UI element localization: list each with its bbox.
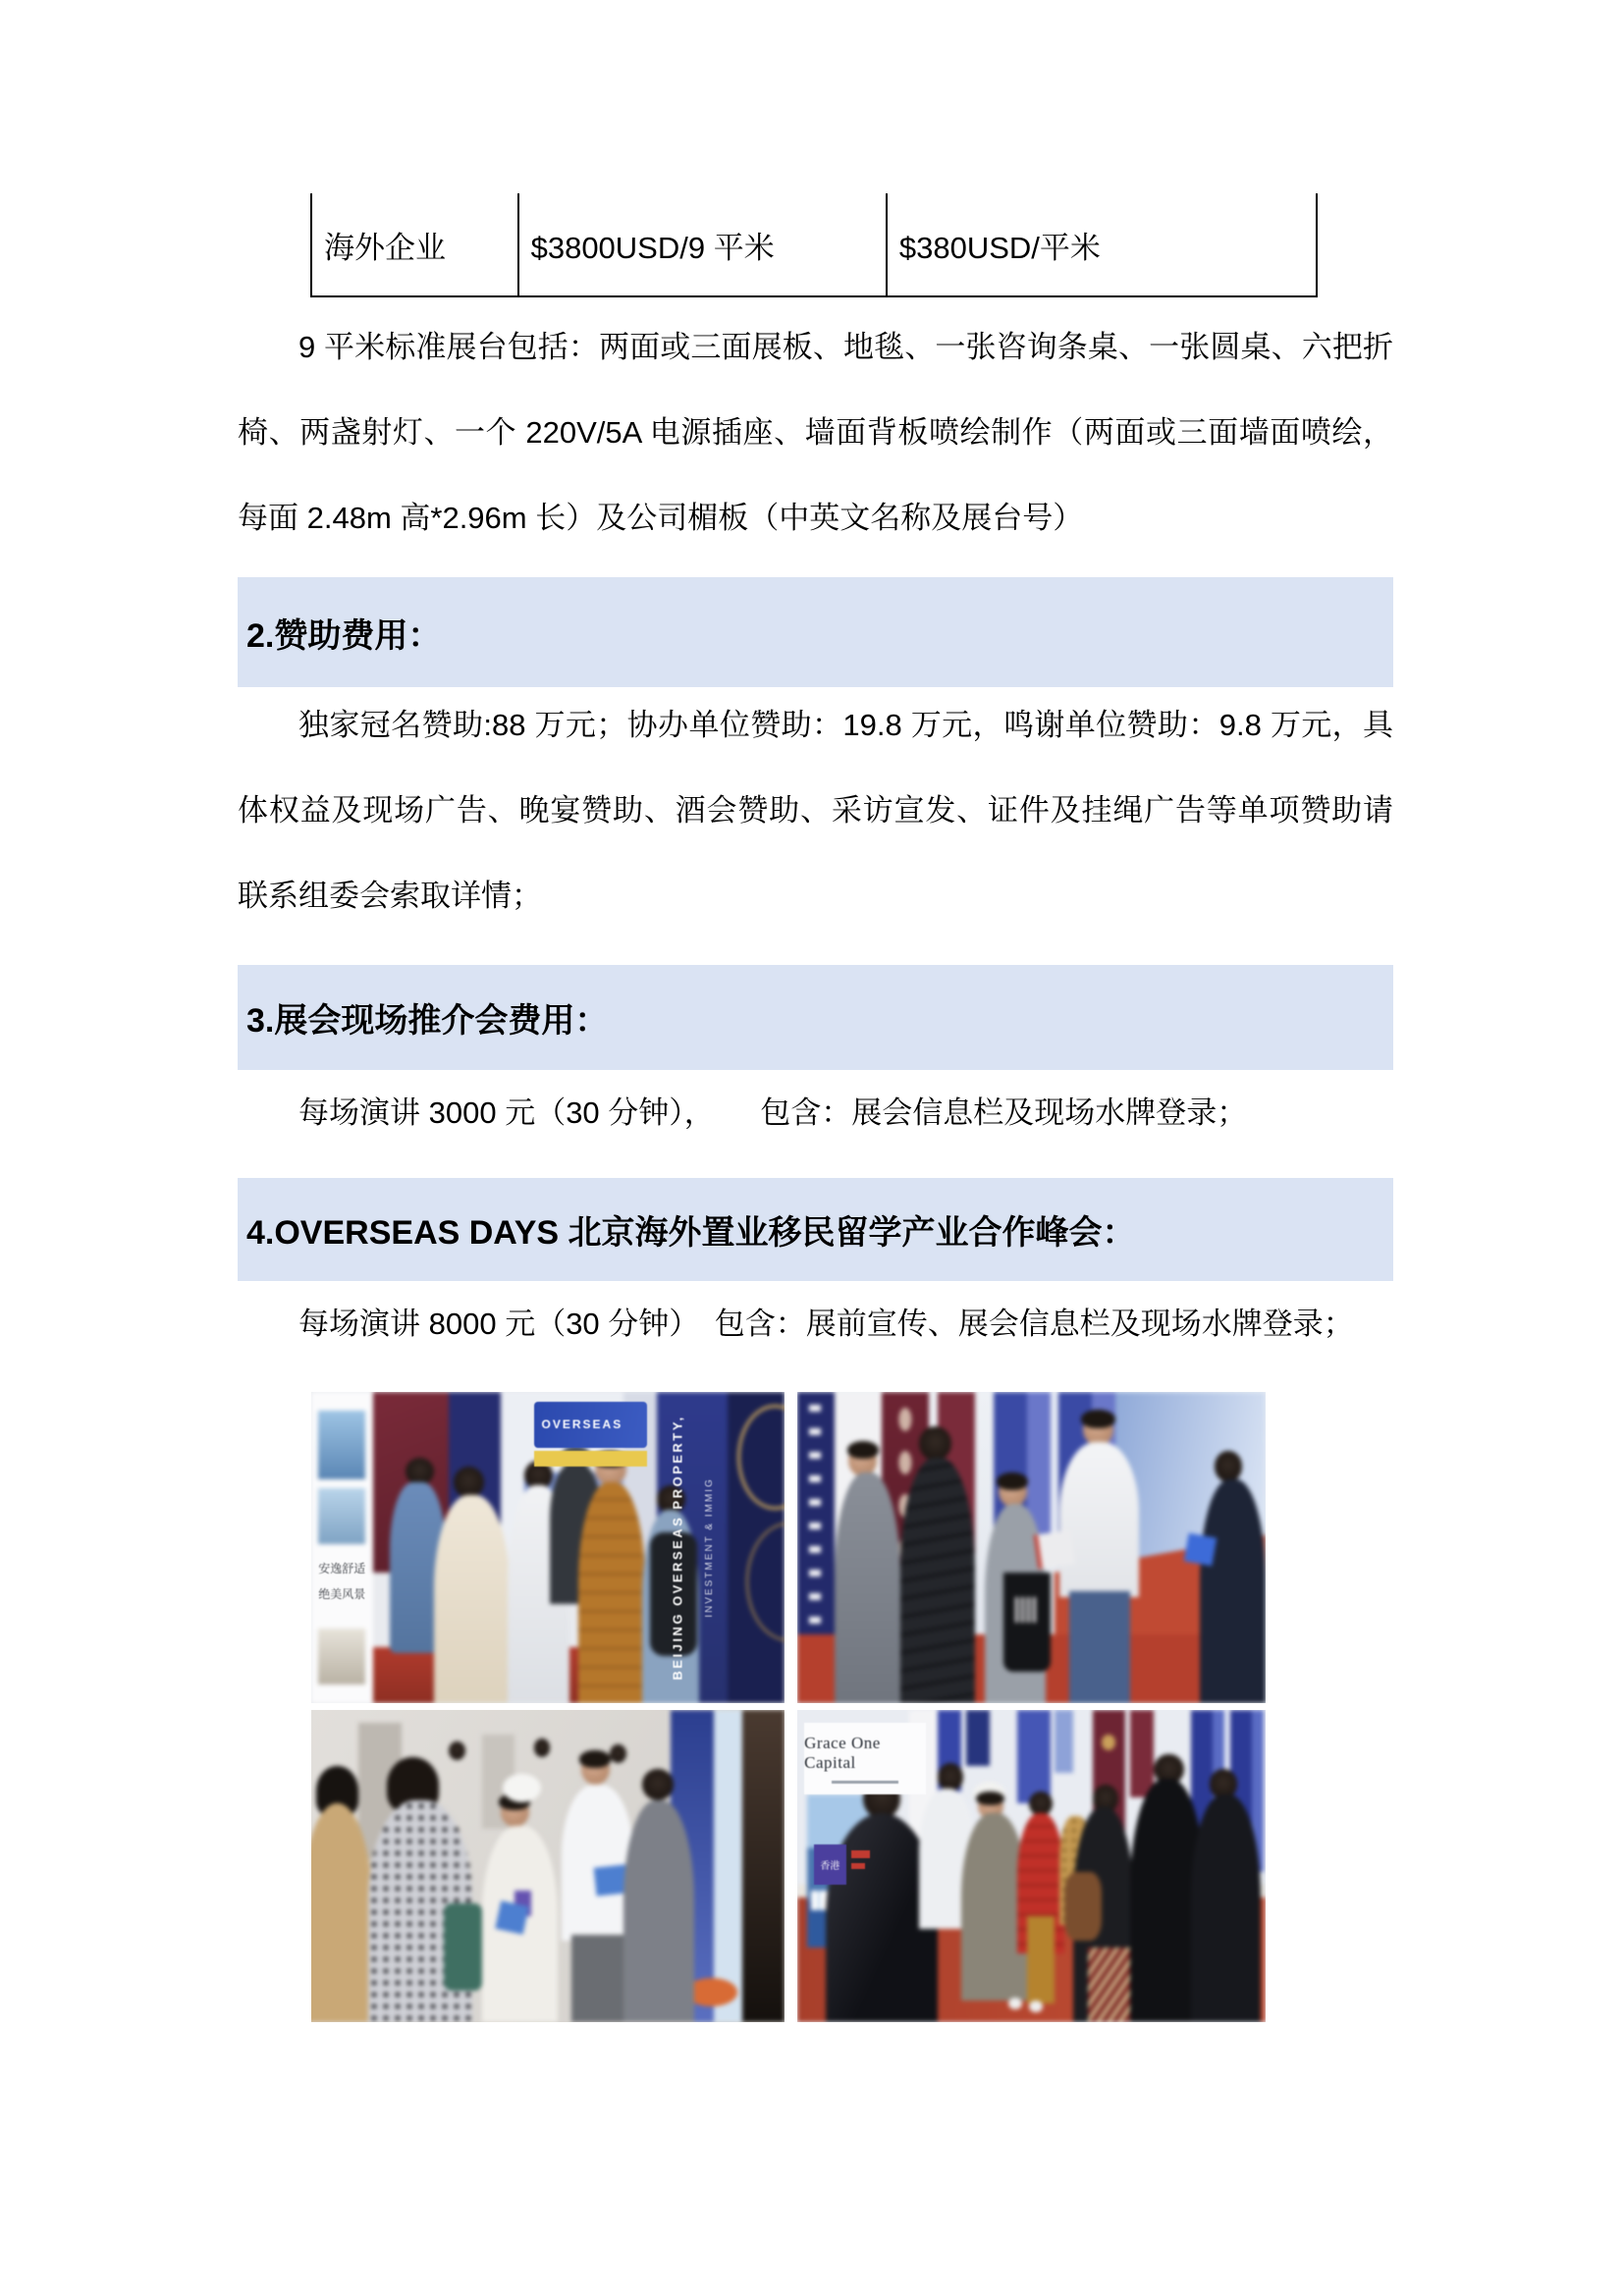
tote-bag-graphic xyxy=(1015,1597,1039,1622)
person-head xyxy=(1215,1451,1243,1482)
black-tote-bag xyxy=(1003,1573,1051,1672)
vertical-banner-subtext-wrapper xyxy=(694,1392,723,1703)
yellow-strip xyxy=(534,1451,648,1467)
section-heading-promo-fee-text: 3.展会现场推介会费用： xyxy=(246,1002,609,1040)
overseas-sign-text: OVERSEAS xyxy=(541,1417,623,1432)
photo-brochure-exchange xyxy=(797,1392,1266,1703)
photo-background-art xyxy=(311,1710,785,2022)
section-heading-summit-text: 4.OVERSEAS DAYS 北京海外置业移民留学产业合作峰会： xyxy=(246,1214,1136,1252)
sponsorship-detail-paragraph: 独家冠名赞助:88 万元；协办单位赞助：19.8 万元，鸣谢单位赞助：9.8 万元，具体权益及现场广告、晚宴赞助、酒会赞助、采访宣发、证件及挂绳广告等单项赞助请联系组委会索取详情； xyxy=(238,708,1393,913)
person-figure-white-shirt xyxy=(1059,1442,1139,1598)
sign-subtitle-bar xyxy=(832,1781,898,1784)
vertical-banner-subtext: INVESTMENT & IMMIG xyxy=(703,1477,715,1618)
person-head xyxy=(610,1744,626,1763)
person-head xyxy=(848,1445,877,1476)
person-figure-gray-suit xyxy=(623,1800,694,2022)
photo-foreground-art xyxy=(797,1710,1266,2022)
overseas-sign xyxy=(534,1402,648,1449)
banner-caption: 绝美风景 xyxy=(318,1586,366,1601)
person-head xyxy=(642,1769,673,1800)
table-cell-exhibitor-type: 海外企业 xyxy=(312,193,519,295)
person-figure-gray-blazer xyxy=(835,1472,900,1703)
person-figure-white-shirt xyxy=(562,1785,632,1941)
person-head xyxy=(449,1741,465,1760)
teal-bag xyxy=(444,1903,482,1991)
promo-fee-paragraph: 每场演讲 3000 元（30 分钟）， 包含：展会信息栏及现场水牌登录； xyxy=(298,1095,1248,1130)
banner-caption: 安逸舒适 xyxy=(318,1562,366,1576)
hongkong-tag-text: 香港 xyxy=(820,1860,840,1872)
section-heading-sponsorship-text: 2.赞助费用： xyxy=(246,616,442,655)
grace-one-capital-sign-text: Grace One Capital xyxy=(804,1733,881,1772)
white-bucket-hat xyxy=(503,1774,541,1802)
expo-photo-grid xyxy=(311,1392,1266,2022)
booth-price-table xyxy=(310,193,1318,297)
photo-aisle-crowd xyxy=(797,1710,1266,2022)
photo-hallway-visitors xyxy=(311,1710,785,2022)
person-head xyxy=(919,1426,951,1461)
dark-blurred-object xyxy=(742,1710,785,2022)
person-trousers xyxy=(571,1935,623,2022)
brochure-blue xyxy=(1184,1533,1217,1566)
person-figure-navy-suit xyxy=(1200,1479,1266,1703)
section-heading-promo-fee xyxy=(238,965,1393,1070)
section-heading-sponsorship xyxy=(238,577,1393,687)
person-head xyxy=(999,1476,1027,1508)
vertical-banner-text: BEIJING OVERSEAS PROPERTY, xyxy=(671,1415,686,1681)
summit-fee-paragraph: 每场演讲 8000 元（30 分钟） 包含：展前宣传、展会信息栏及现场水牌登录； xyxy=(298,1307,1354,1341)
red-text-bar xyxy=(851,1863,865,1869)
person-figure-black-puffer xyxy=(900,1458,975,1703)
brochure-white-red xyxy=(1034,1529,1076,1569)
hongkong-tag xyxy=(814,1844,846,1885)
grace-one-capital-sign xyxy=(804,1723,926,1794)
booth-includes-paragraph: 9 平米标准展台包括：两面或三面展板、地毯、一张咨询条桌、一张圆桌、六把折椅、两盏射灯、一个 220V/5A 电源插座、墙面背板喷绘制作（两面或三面墙面喷绘，每面 2.48m 高*2.96m 长）及公司楣板（中英文名称及展台号） xyxy=(238,330,1393,535)
table-cell-raw-space-price: $380USD/平米 xyxy=(888,193,1318,295)
light-blue-pillar xyxy=(714,1710,742,2022)
table-cell-standard-booth-price: $3800USD/9 平米 xyxy=(519,193,888,295)
section-heading-summit xyxy=(238,1178,1393,1281)
photo-foreground-art xyxy=(311,1392,785,1703)
person-head xyxy=(581,1754,610,1786)
red-text-bar xyxy=(851,1850,870,1858)
person-jeans xyxy=(1069,1591,1130,1703)
person-head xyxy=(534,1738,551,1757)
photo-booth-conversation xyxy=(311,1392,785,1703)
photo-background-art xyxy=(797,1392,1266,1703)
